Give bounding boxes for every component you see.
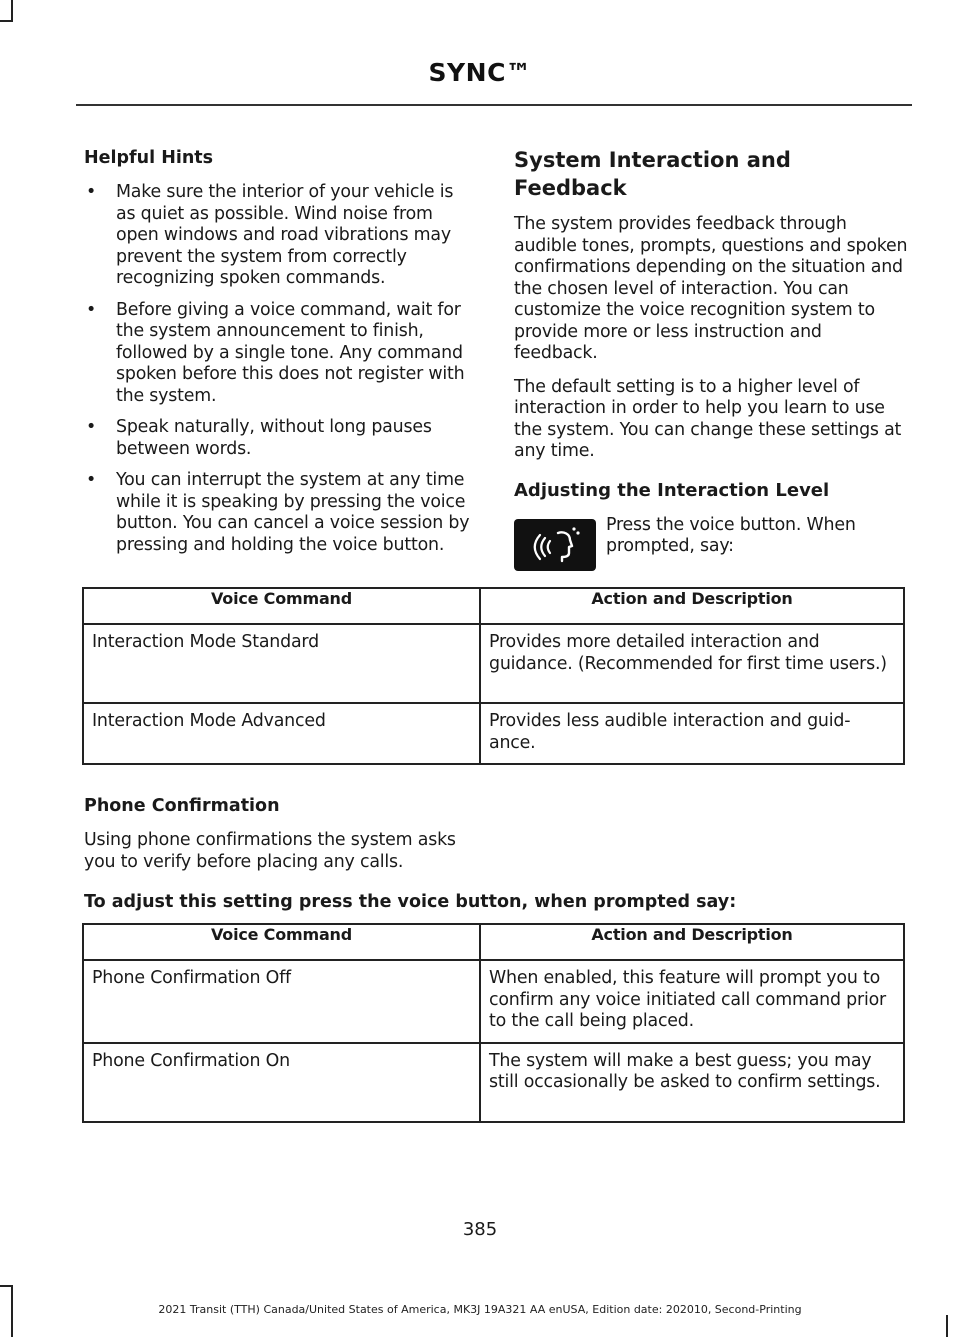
column-header: Action and Description <box>480 924 904 960</box>
paragraph: The system provides feedback through audible tones, prompts, questions and spoken confirmations depending on the situation and the chosen level of interaction. You can customize the voice recognition system to provide more or less instruction and feedback. <box>514 214 908 363</box>
helpful-hints-heading: Helpful Hints <box>84 148 214 168</box>
voice-instruction-text: Press the voice button. When prompted, say: <box>606 514 856 556</box>
table-header-row <box>83 924 904 960</box>
phone-confirmation-table <box>82 923 905 1123</box>
list-item: • You can interrupt the system at any time while it is speaking by pressing the voice button. You can cancel a voice session by pressing and holding the voice button. <box>84 470 476 556</box>
voice-instruction-row <box>514 515 908 577</box>
table-cell: Provides more detailed interaction and guidance. (Recommended for first time users.) <box>480 624 904 703</box>
paragraph: Using phone confirmations the system asks you to verify before placing any calls. <box>84 830 456 872</box>
table-cell: When enabled, this feature will prompt you to confirm any voice initiated call command prior to the call being placed. <box>480 960 904 1043</box>
column-header: Voice Command <box>83 588 480 624</box>
table-row <box>83 624 904 703</box>
crop-mark-top-left-h <box>0 20 13 22</box>
page-footer: 2021 Transit (TTH) Canada/United States of America, MK3J 19A321 AA enUSA, Edition date: 202010, Second-Printing <box>158 1303 802 1316</box>
table-cell: Interaction Mode Advanced <box>83 703 480 764</box>
system-interaction-heading: System Interaction and Feedback <box>514 148 791 200</box>
right-column <box>514 146 908 577</box>
helpful-hints-list <box>84 182 476 556</box>
adjusting-interaction-heading: Adjusting the Interaction Level <box>514 479 830 501</box>
table-row <box>83 703 904 764</box>
table-row <box>83 1043 904 1122</box>
crop-mark-bottom-left-h <box>0 1285 13 1287</box>
table-header-row <box>83 588 904 624</box>
column-header: Voice Command <box>83 924 480 960</box>
page-header-title: SYNC™ <box>428 58 532 87</box>
phone-confirmation-instruction: To adjust this setting press the voice button, when prompted say: <box>84 892 737 912</box>
table-row <box>83 960 904 1043</box>
page-number: 385 <box>462 1219 498 1240</box>
list-item: • Before giving a voice command, wait for the system announcement to finish, followed by a single tone. Any command spoken before this does not register with the system. <box>84 300 476 408</box>
column-header: Action and Description <box>480 588 904 624</box>
left-column <box>84 146 476 566</box>
voice-button-icon <box>514 519 596 571</box>
paragraph: The default setting is to a higher level of interaction in order to help you learn to use the system. You can change these settings at any time. <box>514 376 902 461</box>
list-item: • Make sure the interior of your vehicle is as quiet as possible. Wind noise from open windows and road vibrations may prevent the system from correctly recognizing spoken commands. <box>84 182 476 290</box>
interaction-level-table <box>82 587 905 765</box>
table-cell: Provides less audible interaction and guid-ance. <box>480 703 904 764</box>
table-cell: Phone Confirmation On <box>83 1043 480 1122</box>
phone-confirmation-section <box>84 794 504 885</box>
list-item: • Speak naturally, without long pauses between words. <box>84 417 476 460</box>
table-cell: The system will make a best guess; you may still occasionally be asked to confirm settings. <box>480 1043 904 1122</box>
table-cell: Interaction Mode Standard <box>83 624 480 703</box>
crop-mark-top-left <box>11 0 13 22</box>
crop-mark-bottom-right <box>946 1315 948 1337</box>
table-cell: Phone Confirmation Off <box>83 960 480 1043</box>
phone-confirmation-heading: Phone Confirmation <box>84 796 280 816</box>
header-divider <box>76 104 912 106</box>
